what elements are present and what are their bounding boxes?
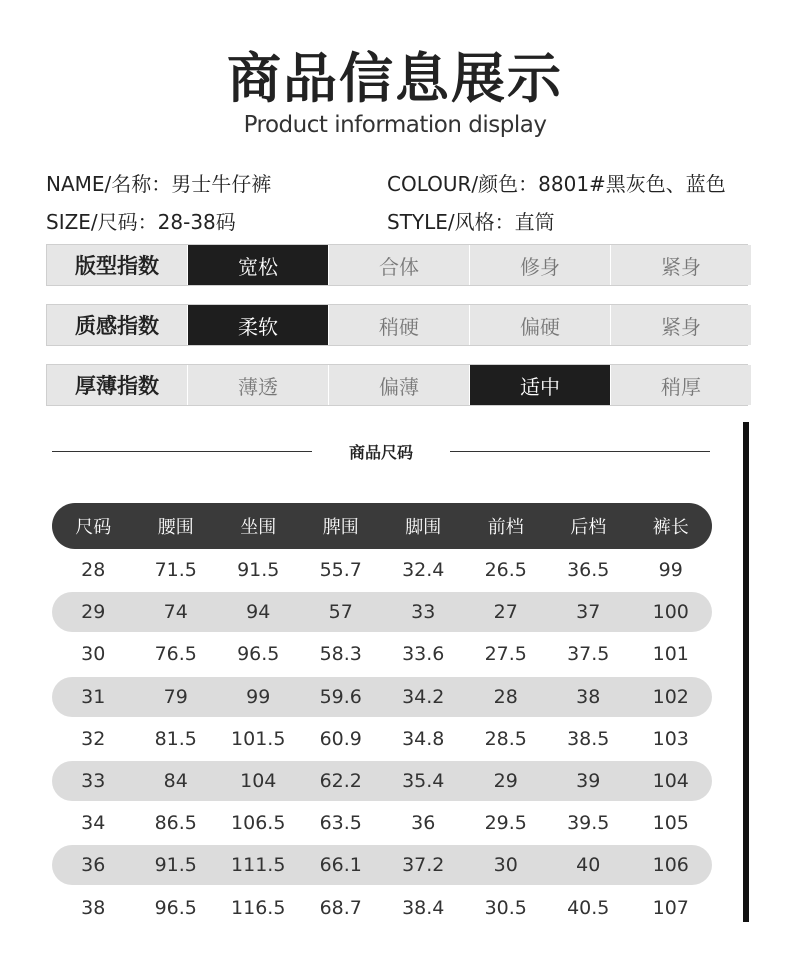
table-cell: 101.5 — [231, 727, 286, 750]
table-row — [52, 803, 712, 843]
page-subtitle: Product information display — [243, 112, 547, 138]
index-row — [46, 304, 748, 346]
table-cell: 33 — [81, 770, 106, 792]
table-cell: 59.6 — [319, 685, 362, 708]
table-row — [52, 845, 712, 885]
index-option-selected: 适中 — [470, 365, 611, 405]
table-cell: 40.5 — [567, 896, 610, 919]
table-cell: 32.4 — [402, 559, 445, 581]
table-cell: 36 — [411, 812, 436, 835]
table-cell: 86.5 — [154, 812, 197, 835]
table-cell: 104 — [240, 770, 277, 792]
size-section-heading: 商品尺码 — [348, 443, 413, 462]
index-option: 紧身 — [611, 245, 751, 285]
table-cell: 28 — [493, 685, 518, 708]
table-row — [52, 550, 712, 590]
table-cell: 30 — [493, 854, 518, 877]
table-cell: 81.5 — [154, 727, 197, 750]
table-cell: 116.5 — [231, 896, 286, 919]
index-label: 质感指数 — [47, 305, 188, 345]
table-cell: 55.7 — [319, 559, 362, 581]
page-title: 商品信息展示 — [227, 47, 563, 110]
index-row — [46, 244, 748, 286]
column-header: 裤长 — [652, 517, 689, 538]
table-cell: 34 — [81, 812, 106, 835]
table-cell: 28 — [81, 559, 106, 581]
table-row — [52, 677, 712, 717]
index-option-selected: 柔软 — [188, 305, 329, 345]
product-style: STYLE/风格：直筒 — [387, 210, 555, 234]
index-row — [46, 364, 748, 406]
table-cell: 34.8 — [402, 727, 445, 750]
column-header: 尺码 — [75, 517, 112, 538]
table-cell: 26.5 — [484, 559, 527, 581]
table-cell: 29.5 — [484, 812, 527, 835]
table-cell: 66.1 — [319, 854, 362, 877]
column-header: 脚围 — [405, 517, 442, 538]
column-header: 腰围 — [157, 517, 194, 538]
table-cell: 74 — [163, 601, 188, 624]
table-cell: 33 — [411, 601, 436, 624]
table-cell: 39.5 — [567, 812, 610, 835]
table-cell: 76.5 — [154, 643, 197, 666]
table-cell: 84 — [163, 770, 188, 792]
table-cell: 29 — [81, 601, 106, 624]
table-cell: 30.5 — [484, 896, 527, 919]
table-cell: 28.5 — [484, 727, 527, 750]
table-cell: 100 — [652, 601, 689, 624]
table-cell: 60.9 — [319, 727, 362, 750]
table-cell: 96.5 — [237, 643, 280, 666]
table-row — [52, 719, 712, 759]
table-row — [52, 592, 712, 632]
table-cell: 79 — [163, 685, 188, 708]
table-cell: 38 — [576, 685, 601, 708]
table-cell: 71.5 — [154, 559, 197, 581]
product-colour: COLOUR/颜色：8801#黑灰色、蓝色 — [387, 172, 726, 196]
size-table-header — [52, 503, 712, 549]
table-cell: 40 — [576, 854, 601, 877]
index-option: 合体 — [329, 245, 470, 285]
table-cell: 96.5 — [154, 896, 197, 919]
table-cell: 27.5 — [484, 643, 527, 666]
index-option: 稍厚 — [611, 365, 751, 405]
table-cell: 101 — [652, 643, 689, 666]
column-header: 脾围 — [322, 517, 359, 538]
table-cell: 106.5 — [231, 812, 286, 835]
table-cell: 107 — [652, 896, 689, 919]
table-cell: 37 — [576, 601, 601, 624]
table-cell: 63.5 — [319, 812, 362, 835]
table-cell: 104 — [652, 770, 689, 792]
table-cell: 58.3 — [319, 643, 362, 666]
index-option: 稍硬 — [329, 305, 470, 345]
table-cell: 36 — [81, 854, 106, 877]
table-cell: 32 — [81, 727, 106, 750]
table-cell: 91.5 — [237, 559, 280, 581]
index-label: 版型指数 — [47, 245, 188, 285]
table-cell: 39 — [576, 770, 601, 792]
table-cell: 68.7 — [319, 896, 362, 919]
index-option: 偏硬 — [470, 305, 611, 345]
product-name: NAME/名称：男士牛仔裤 — [46, 172, 272, 196]
divider-left — [52, 451, 312, 452]
index-label: 厚薄指数 — [47, 365, 188, 405]
table-cell: 91.5 — [154, 854, 197, 877]
table-row — [52, 761, 712, 801]
index-option: 紧身 — [611, 305, 751, 345]
table-cell: 38.4 — [402, 896, 445, 919]
table-cell: 106 — [652, 854, 689, 877]
column-header: 前档 — [487, 517, 524, 538]
table-cell: 94 — [246, 601, 271, 624]
table-cell: 34.2 — [402, 685, 445, 708]
table-cell: 29 — [493, 770, 518, 792]
table-cell: 103 — [652, 727, 689, 750]
index-option-selected: 宽松 — [188, 245, 329, 285]
index-option: 薄透 — [188, 365, 329, 405]
index-option: 修身 — [470, 245, 611, 285]
index-option: 偏薄 — [329, 365, 470, 405]
table-cell: 102 — [652, 685, 689, 708]
table-cell: 62.2 — [319, 770, 362, 792]
table-cell: 37.2 — [402, 854, 445, 877]
table-cell: 35.4 — [402, 770, 445, 792]
table-cell: 99 — [246, 685, 271, 708]
table-cell: 37.5 — [567, 643, 610, 666]
decorative-side-bar — [743, 422, 749, 922]
table-cell: 105 — [652, 812, 689, 835]
divider-right — [450, 451, 710, 452]
table-cell: 33.6 — [402, 643, 445, 666]
table-cell: 99 — [658, 559, 683, 581]
table-cell: 36.5 — [567, 559, 610, 581]
table-cell: 111.5 — [231, 854, 286, 877]
table-cell: 38 — [81, 896, 106, 919]
table-cell: 38.5 — [567, 727, 610, 750]
product-size: SIZE/尺码：28-38码 — [46, 210, 236, 234]
table-cell: 27 — [493, 601, 518, 624]
column-header: 坐围 — [240, 517, 277, 538]
table-row — [52, 888, 712, 928]
table-cell: 57 — [328, 601, 353, 624]
table-row — [52, 634, 712, 674]
table-cell: 31 — [81, 685, 106, 708]
table-cell: 30 — [81, 643, 106, 666]
column-header: 后档 — [570, 517, 607, 538]
